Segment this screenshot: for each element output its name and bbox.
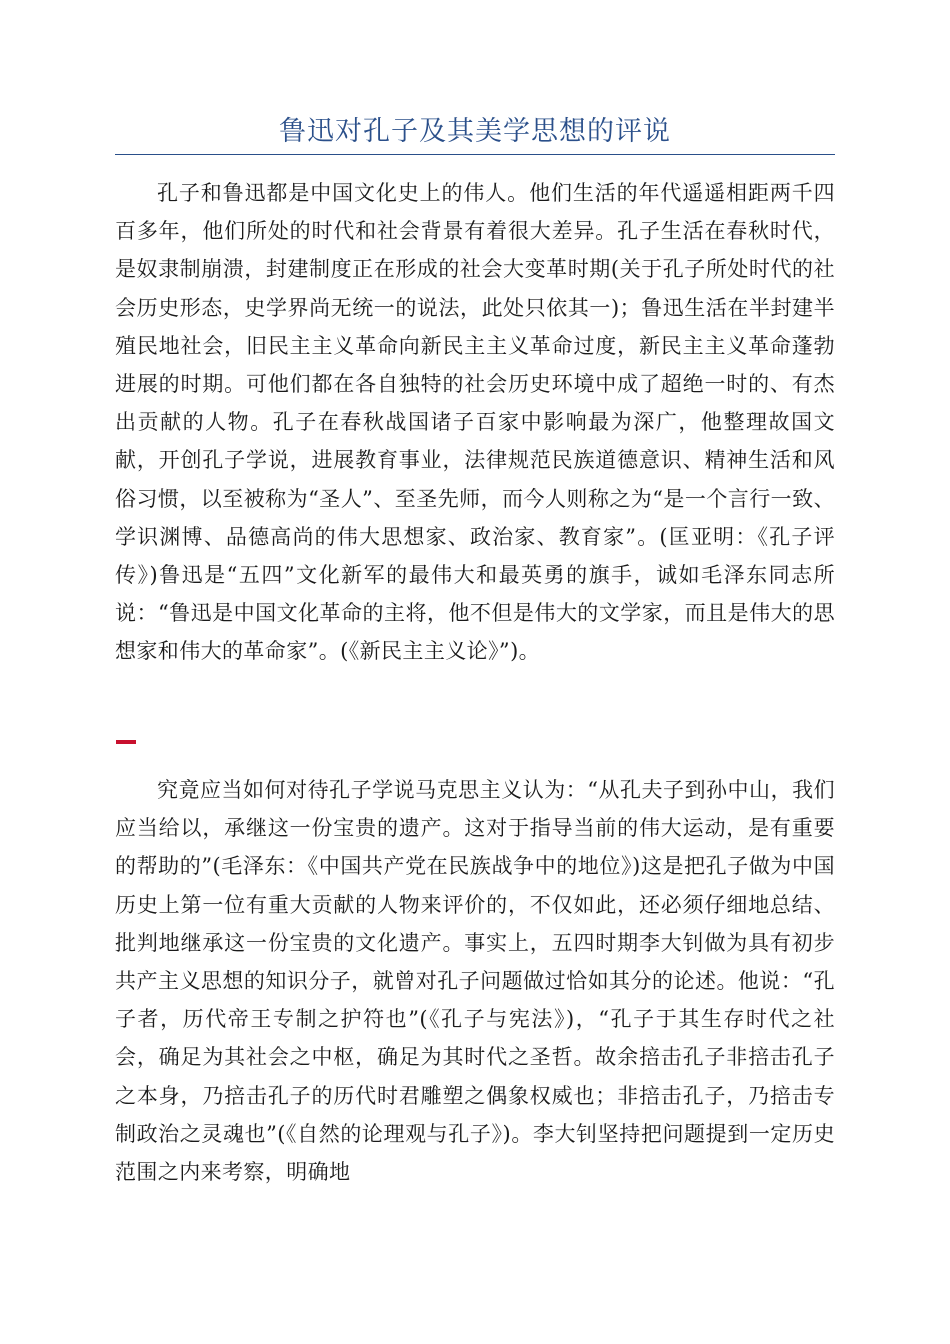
- title-underline: [115, 154, 835, 155]
- document-title: 鲁迅对孔子及其美学思想的评说: [279, 116, 671, 147]
- section-marker: [116, 740, 136, 744]
- body-paragraph-2: 究竟应当如何对待孔子学说马克思主义认为：“从孔夫子到孙中山，我们应当给以，承继这一份宝贵的遗产。这对于指导当前的伟大运动，是有重要的帮助的”(毛泽东：《中国共产党在民族战争中的地位》)这是把孔子做为中国历史上第一位有重大贡献的人物来评价的，不仅如此，还必须仔细地总结、批判地继承这一份宝贵的文化遗产。事实上，五四时期李大钊做为具有初步共产主义思想的知识分子，就曾对孔子问题做过恰如其分的论述。他说：“孔子者，历代帝王专制之护符也”(《孔子与宪法》)，“孔子于其生存时代之社会，确足为其社会之中枢，确足为其时代之圣哲。故余掊击孔子非掊击孔子之本身，乃掊击孔子的历代时君雕塑之偶象权威也；非掊击孔子，乃掊击专制政治之灵魂也”(《自然的论理观与孔子》)。李大钊坚持把问题提到一定历史范围之内来考察，明确地: [115, 778, 835, 1185]
- body-paragraph-1: 孔子和鲁迅都是中国文化史上的伟人。他们生活的年代遥遥相距两千四百多年，他们所处的时代和社会背景有着很大差异。孔子生活在春秋时代，是奴隶制崩溃，封建制度正在形成的社会大变革时期(关于孔子所处时代的社会历史形态，史学界尚无统一的说法，此处只依其一)；鲁迅生活在半封建半殖民地社会，旧民主主义革命向新民主主义革命过度，新民主主义革命蓬勃进展的时期。可他们都在各自独特的社会历史环境中成了超绝一时的、有杰出贡献的人物。孔子在春秋战国诸子百家中影响最为深广，他整理故国文献，开创孔子学说，进展教育事业，法律规范民族道德意识、精神生活和风俗习惯，以至被称为“圣人”、至圣先师，而今人则称之为“是一个言行一致、学识渊博、品德高尚的伟大思想家、政治家、教育家”。(匡亚明：《孔子评传》)鲁迅是“五四”文化新军的最伟大和最英勇的旗手，诚如毛泽东同志所说：“鲁迅是中国文化革命的主将，他不但是伟大的文学家，而且是伟大的思想家和伟大的革命家”。(《新民主主义论》”)。: [115, 181, 835, 664]
